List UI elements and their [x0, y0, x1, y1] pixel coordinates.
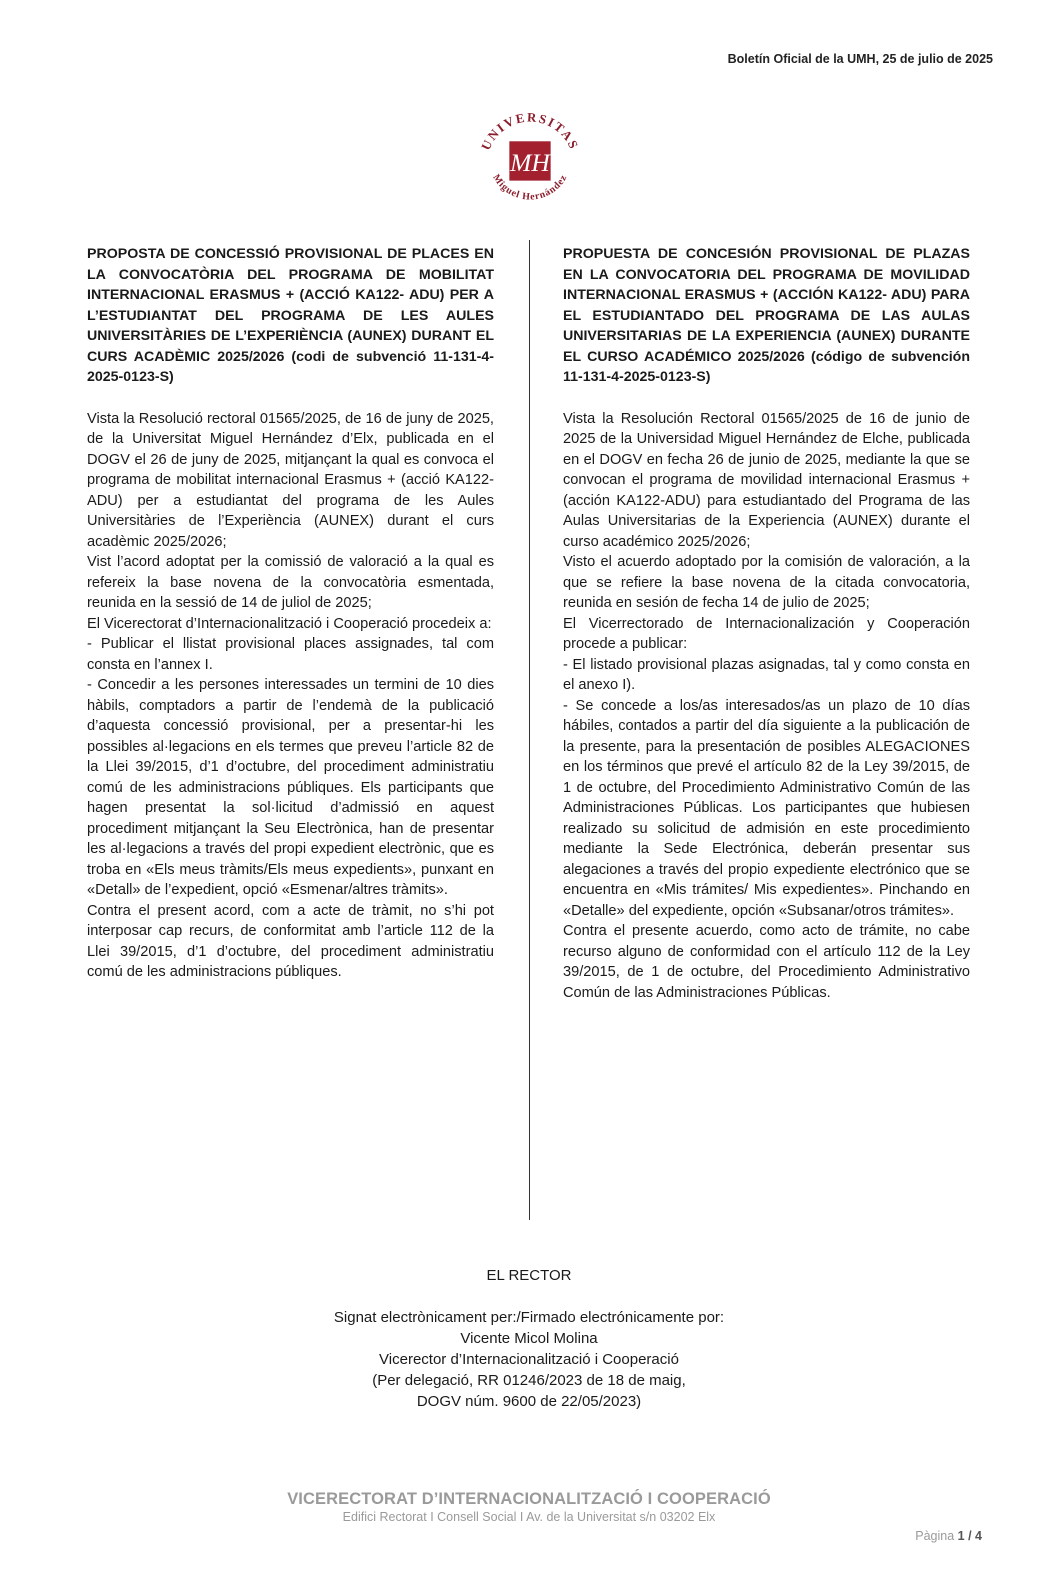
- catalan-paragraph-5: - Concedir a les persones interessades un termini de 10 dies hàbils, comptadors a partir de l’endemà de la publicació d’aquesta concessió provisional, per a presentar-hi les possibles al·legacions en els termes que preveu l’article 82 de la Llei 39/2015, d’1 d’octubre, del procediment administratiu comú de les administracions públiques. Els participants que hagen presentat la sol·licitud d’admissió en aquest procediment mitjançant la Seu Electrònica, han de presentar les al·legacions a través del propi expedient electrònic, que es troba en «Els meus tràmits/Els meus expedients», punxant en «Detall» de l’expedient, opció «Esmenar/altres tràmits».: [87, 677, 494, 898]
- spanish-paragraph-3: El Vicerrectorado de Internacionalización y Cooperación procede a publicar:: [563, 615, 970, 652]
- spanish-column: [563, 244, 970, 1003]
- signer-position: Vicerector d’Internacionalització i Cooperació: [379, 1351, 679, 1368]
- dogv-reference: DOGV núm. 9600 de 22/05/2023): [416, 1393, 642, 1410]
- column-divider: [529, 240, 530, 1220]
- spanish-paragraph-2: Visto el acuerdo adoptado por la comisión de valoración, a la que se refiere la base novena de la citada convocatoria, reunida en sesión de fecha 14 de julio de 2025;: [563, 554, 970, 611]
- catalan-paragraph-6: Contra el present acord, com a acte de tràmit, no s’hi pot interposar cap recurs, de conformitat amb l’article 112 de la Llei 39/2015, d’1 d’octubre, del procediment administratiu comú de les administracions públiques.: [87, 902, 494, 980]
- footer-department: VICERECTORAT D’INTERNACIONALITZACIÓ I COOPERACIÓ: [287, 1490, 771, 1508]
- catalan-column: [87, 244, 494, 983]
- spanish-paragraph-1: Vista la Resolución Rectoral 01565/2025 de 16 de junio de 2025 de la Universidad Miguel Hernández de Elche, publicada en el DOGV en fecha 26 de junio de 2025, mediante la que se convocan el programa de movilidad internacional Erasmus + (acción KA122-ADU) para estudiantado del Programa de las Aulas Universitarias de la Experiencia (AUNEX) durante el curso académico 2025/2026;: [563, 410, 970, 550]
- rector-title: EL RECTOR: [486, 1267, 572, 1284]
- spanish-paragraph-4: - El listado provisional plazas asignadas, tal y como consta en el anexo I).: [563, 656, 970, 693]
- catalan-paragraph-3: El Vicerectorat d’Internacionalització i Cooperació procedeix a:: [87, 615, 492, 632]
- university-logo: [471, 100, 589, 218]
- logo-monogram: MH: [510, 147, 550, 177]
- footer: [0, 1490, 1058, 1524]
- signature-block: [0, 1265, 1058, 1412]
- signed-by: Signat electrònicament per:/Firmado electrónicamente por:: [333, 1309, 725, 1326]
- spanish-title: PROPUESTA DE CONCESIÓN PROVISIONAL DE PLAZAS EN LA CONVOCATORIA DEL PROGRAMA DE MOVILIDAD INTERNACIONAL ERASMUS + (ACCIÓN KA122- ADU) PARA EL ESTUDIANTADO DEL PROGRAMA DE LAS AULAS UNIVERSITARIAS DE LA EXPERIENCIA (AUNEX) DURANTE EL CURSO ACADÉMICO 2025/2026 (código de subvención 11-131-4-2025-0123-S): [563, 246, 970, 385]
- page-number: Pàgina 1 / 4: [915, 1529, 982, 1543]
- catalan-paragraph-4: - Publicar el llistat provisional places assignades, tal com consta en l’annex I.: [87, 636, 494, 673]
- logo-bottom-text: Miguel Hernández: [490, 172, 570, 203]
- signer-name: Vicente Micol Molina: [460, 1330, 598, 1347]
- catalan-title: PROPOSTA DE CONCESSIÓ PROVISIONAL DE PLACES EN LA CONVOCATÒRIA DEL PROGRAMA DE MOBILITAT INTERNACIONAL ERASMUS + (ACCIÓ KA122- ADU) PER A L’ESTUDIANTAT DEL PROGRAMA DE LES AULES UNIVERSITÀRIES DE L’EXPERIÈNCIA (AUNEX) DURANT EL CURS ACADÈMIC 2025/2026 (codi de subvenció 11-131-4-2025-0123-S): [87, 246, 494, 385]
- logo-top-text: UNIVERSITAS: [478, 110, 582, 153]
- spanish-paragraph-6: Contra el presente acuerdo, como acto de trámite, no cabe recurso alguno de conformidad con el artículo 112 de la Ley 39/2015, de 1 de octubre, del Procedimiento Administrativo Común de las Administraciones Públicas.: [563, 923, 970, 1001]
- catalan-paragraph-1: Vista la Resolució rectoral 01565/2025, de 16 de juny de 2025, de la Universitat Miguel Hernández d’Elx, publicada en el DOGV el 26 de juny de 2025, mitjançant la qual es convoca el programa de mobilitat internacional Erasmus + (acció KA122-ADU) per a estudiantat del programa de les Aules Universitàries de l’Experiència (AUNEX) durant el curs acadèmic 2025/2026;: [87, 410, 494, 550]
- spanish-paragraph-5: - Se concede a los/as interesados/as un plazo de 10 días hábiles, contados a partir del día siguiente a la publicación de la presente, para la presentación de posibles ALEGACIONES en los términos que prevé el artículo 82 de la Ley 39/2015, de 1 de octubre, del Procedimiento Administrativo Común de las Administraciones Públicas. Los participantes que hubiesen realizado su solicitud de admisión en este procedimiento mediante la Sede Electrónica, deberán presentar sus alegaciones a través del propio expediente electrónico que se encuentra en «Mis trámites/ Mis expedientes». Pinchando en «Detalle» del expediente, opción «Subsanar/otros trámites».: [563, 697, 970, 919]
- delegation: (Per delegació, RR 01246/2023 de 18 de maig,: [372, 1372, 686, 1389]
- footer-address: Edifici Rectorat I Consell Social I Av. de la Universitat s/n 03202 Elx: [342, 1510, 716, 1524]
- catalan-paragraph-2: Vist l’acord adoptat per la comissió de valoració a la qual es refereix la base novena de la convocatòria esmentada, reunida en la sessió de 14 de juliol de 2025;: [87, 554, 494, 611]
- bulletin-header: Boletín Oficial de la UMH, 25 de julio de 2025: [727, 52, 993, 66]
